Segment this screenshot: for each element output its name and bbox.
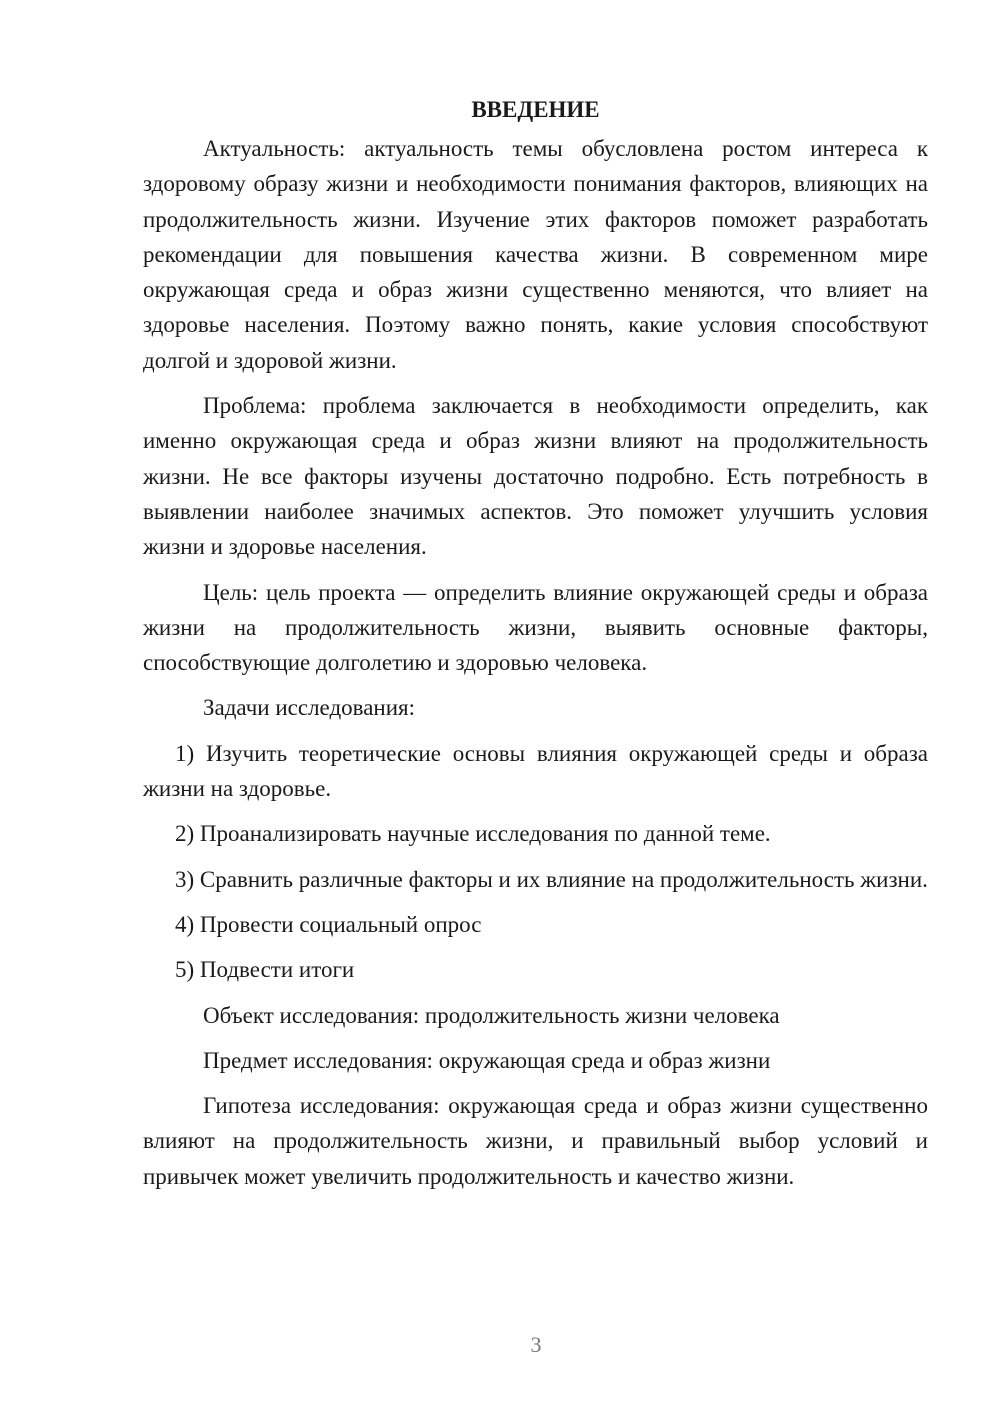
- page-number: 3: [530, 1332, 542, 1357]
- page-content: [143, 92, 928, 1204]
- section-title: ВВЕДЕНИЕ: [471, 97, 600, 122]
- task-item-2: 2) Проанализировать научные исследования по данной теме.: [175, 821, 771, 847]
- relevance-paragraph: Актуальность: актуальность темы обусловлена ростом интереса к здоровому образу жизни и необходимости понимания факторов, влияющих на продолжительность жизни. Изучение этих факторов поможет разработать рекомендации для повышения качества жизни. В современном мире окружающая среда и образ жизни существенно меняются, что влияет на здоровье населения. Поэтому важно понять, какие условия способствуют долгой и здоровой жизни.: [143, 136, 928, 373]
- research-subject: Предмет исследования: окружающая среда и образ жизни: [203, 1047, 771, 1073]
- research-hypothesis: Гипотеза исследования: окружающая среда и образ жизни существенно влияют на продолжительность жизни, и правильный выбор условий и привычек может увеличить продолжительность и качество жизни.: [143, 1093, 928, 1189]
- tasks-heading: Задачи исследования:: [203, 695, 416, 721]
- research-object: Объект исследования: продолжительность жизни человека: [203, 1002, 780, 1028]
- task-item-3: 3) Сравнить различные факторы и их влияние на продолжительность жизни.: [175, 866, 928, 892]
- task-item-5: 5) Подвести итоги: [175, 957, 355, 983]
- goal-paragraph: Цель: цель проекта — определить влияние окружающей среды и образа жизни на продолжительность жизни, выявить основные факторы, способствующие долголетию и здоровью человека.: [143, 579, 928, 676]
- problem-paragraph: Проблема: проблема заключается в необходимости определить, как именно окружающая среда и образ жизни влияют на продолжительность жизни. Не все факторы изучены достаточно подробно. Есть потребность в выявлении наиболее значимых аспектов. Это поможет улучшить условия жизни и здоровье населения.: [143, 393, 928, 560]
- task-item-4: 4) Провести социальный опрос: [175, 911, 482, 937]
- task-item-1: 1) Изучить теоретические основы влияния окружающей среды и образа жизни на здоровье.: [143, 740, 928, 802]
